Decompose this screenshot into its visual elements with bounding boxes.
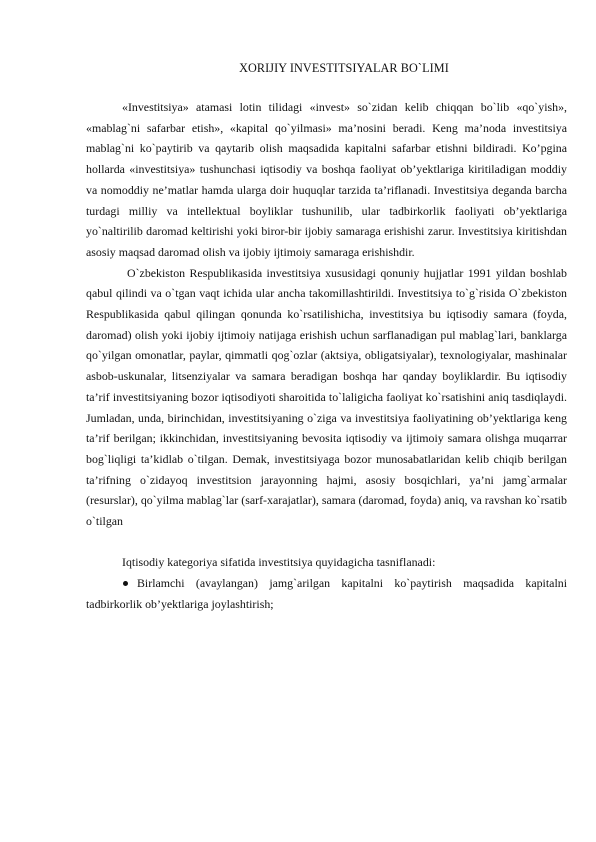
bullet-list-item — [86, 573, 567, 614]
bullet-icon — [123, 581, 128, 586]
paragraph-spacer — [86, 532, 567, 553]
classification-intro: Iqtisodiy kategoriya sifatida investitsiya quyidagicha tasniflanadi: — [122, 555, 436, 570]
paragraph-uzbekistan-law: O`zbekiston Respublikasida investitsiya xususidagi qonuniy hujjatlar 1991 yildan boshlab qabul qilindi va o`tgan vaqt ichida ular ancha takomillashtirildi. Investitsiya to`g`risida O`zbekiston Respublikasida qabul qilingan qonunda ko`rsatilishicha, investitsiya bu iqtisodiy samara (foyda, daromad) olish yoki ijobiy ijtimoiy natijaga erishish uchun sarflanadigan pul mablag`lari, banklarga qo`yilgan omonatlar, paylar, qimmatli qog`ozlar (aktsiya, obligatsiyalar), texnologiyalar, mashinalar asbob-uskunalar, litsenziyalar va samara beradigan boshqa har qanday boyliklardir. Bu iqtisodiy ta’rif investitsiyaning bozor iqtisodiyoti sharoitida to`laligicha faoliyat ko`rsatishini aniq tasdiqlaydi. Jumladan, unda, birinchidan, investitsiyaning o`ziga va investitsiya faoliyatining ob’yektlariga keng ta’rif berilgan; ikkinchidan, investitsiyaning bevosita iqtisodiy va ijtimoiy samara olishga muqarrar bog`liqligi ta’kidlab o`tilgan. Demak, investitsiyaga bozor munosabatlaridan kelib chiqib berilgan ta’rifning o`zidayoq investitsion jarayonning hajmi, asosiy bosqichlari, ya’ni jamg`armalar (resurslar), qo`yilma mablag`lar (sarf-xarajatlar), samara (daromad, foyda) aniq, va ravshan ko`rsatib o`tilgan — [86, 265, 567, 529]
document-body — [86, 97, 567, 615]
paragraph-investment-definition: «Investitsiya» atamasi lotin tilidagi «invest» so`zidan kelib chiqqan bo`lib «qo`yish», «mablag`ni safarbar etish», «kapital qo`yilmasi» ma’nosini beradi. Keng ma’noda investitsiya mablag`ni ko`paytirib va qaytarib olish maqsadida kapitalni safarbar etishni bildiradi. Ko’pgina hollarda «investitsiya» tushunchasi iqtisodiy va boshqa faoliyat ob’yektlariga kiritiladigan moddiy va nomoddiy ne’matlar hamda ularga doir huquqlar tarzida ta’riflanadi. Investitsiya deganda barcha turdagi milliy va intellektual boyliklar tushunilib, ular tadbirkorlik faoliyati ob’yektlariga yo`naltirilib daromad keltirishi yoki biror-bir ijobiy samaraga erishishi zarur. Investitsiya kiritishdan asosiy maqsad daromad olish va ijobiy ijtimoiy samaraga erishishdir. — [86, 100, 567, 259]
page-title: XORIJIY INVESTITSIYALAR BO`LIMI — [239, 61, 449, 75]
bullet-text: Birlamchi (avaylangan) jamg`arilgan kapitalni ko`paytirish maqsadida kapitalni tadbirkorlik ob’yektlariga joylashtirish; — [86, 576, 567, 611]
